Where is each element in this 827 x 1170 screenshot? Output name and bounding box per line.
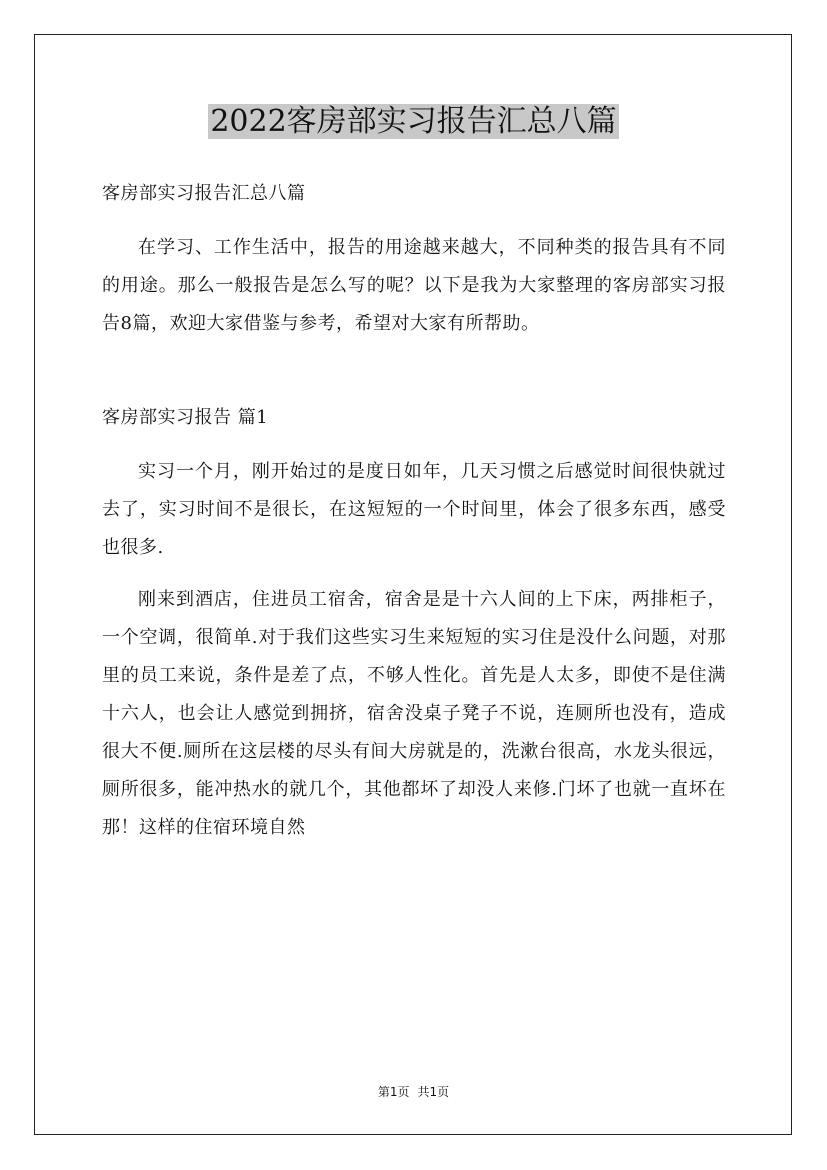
document-title-text: 2022客房部实习报告汇总八篇: [210, 104, 617, 139]
document-subtitle: 客房部实习报告汇总八篇: [102, 183, 306, 204]
body-paragraph-2: 刚来到酒店，住进员工宿舍，宿舍是是十六人间的上下床，两排柜子，一个空调，很简单.对于我们这些实习生来短短的实习住是没什么问题，对那里的员工来说，条件是差了点，不够人性化。首先是人太多，即使不是住满十六人，也会让人感觉到拥挤，宿舍没桌子凳子不说，连厕所也没有，造成很大不便.厕所在这层楼的尽头有间大房就是的，洗漱台很高，水龙头很远，厕所很多，能冲热水的就几个，其他都坏了却没人来修.门坏了也就一直坏在那！这样的住宿环境自然: [102, 589, 726, 838]
document-title: [0, 100, 827, 144]
page-number: 第1页: [377, 1085, 410, 1099]
page-total: 共1页: [417, 1085, 450, 1099]
document-body: [102, 175, 726, 847]
page-footer: [0, 1084, 827, 1100]
body-paragraph-1: 实习一个月，刚开始过的是度日如年，几天习惯之后感觉时间很快就过去了，实习时间不是很长，在这短短的一个时间里，体会了很多东西，感受也很多.: [102, 461, 726, 558]
section-heading: 客房部实习报告 篇1: [102, 407, 269, 428]
intro-paragraph: 在学习、工作生活中，报告的用途越来越大，不同种类的报告具有不同的用途。那么一般报告是怎么写的呢？以下是我为大家整理的客房部实习报告8篇，欢迎大家借鉴与参考，希望对大家有所帮助。: [102, 237, 726, 334]
